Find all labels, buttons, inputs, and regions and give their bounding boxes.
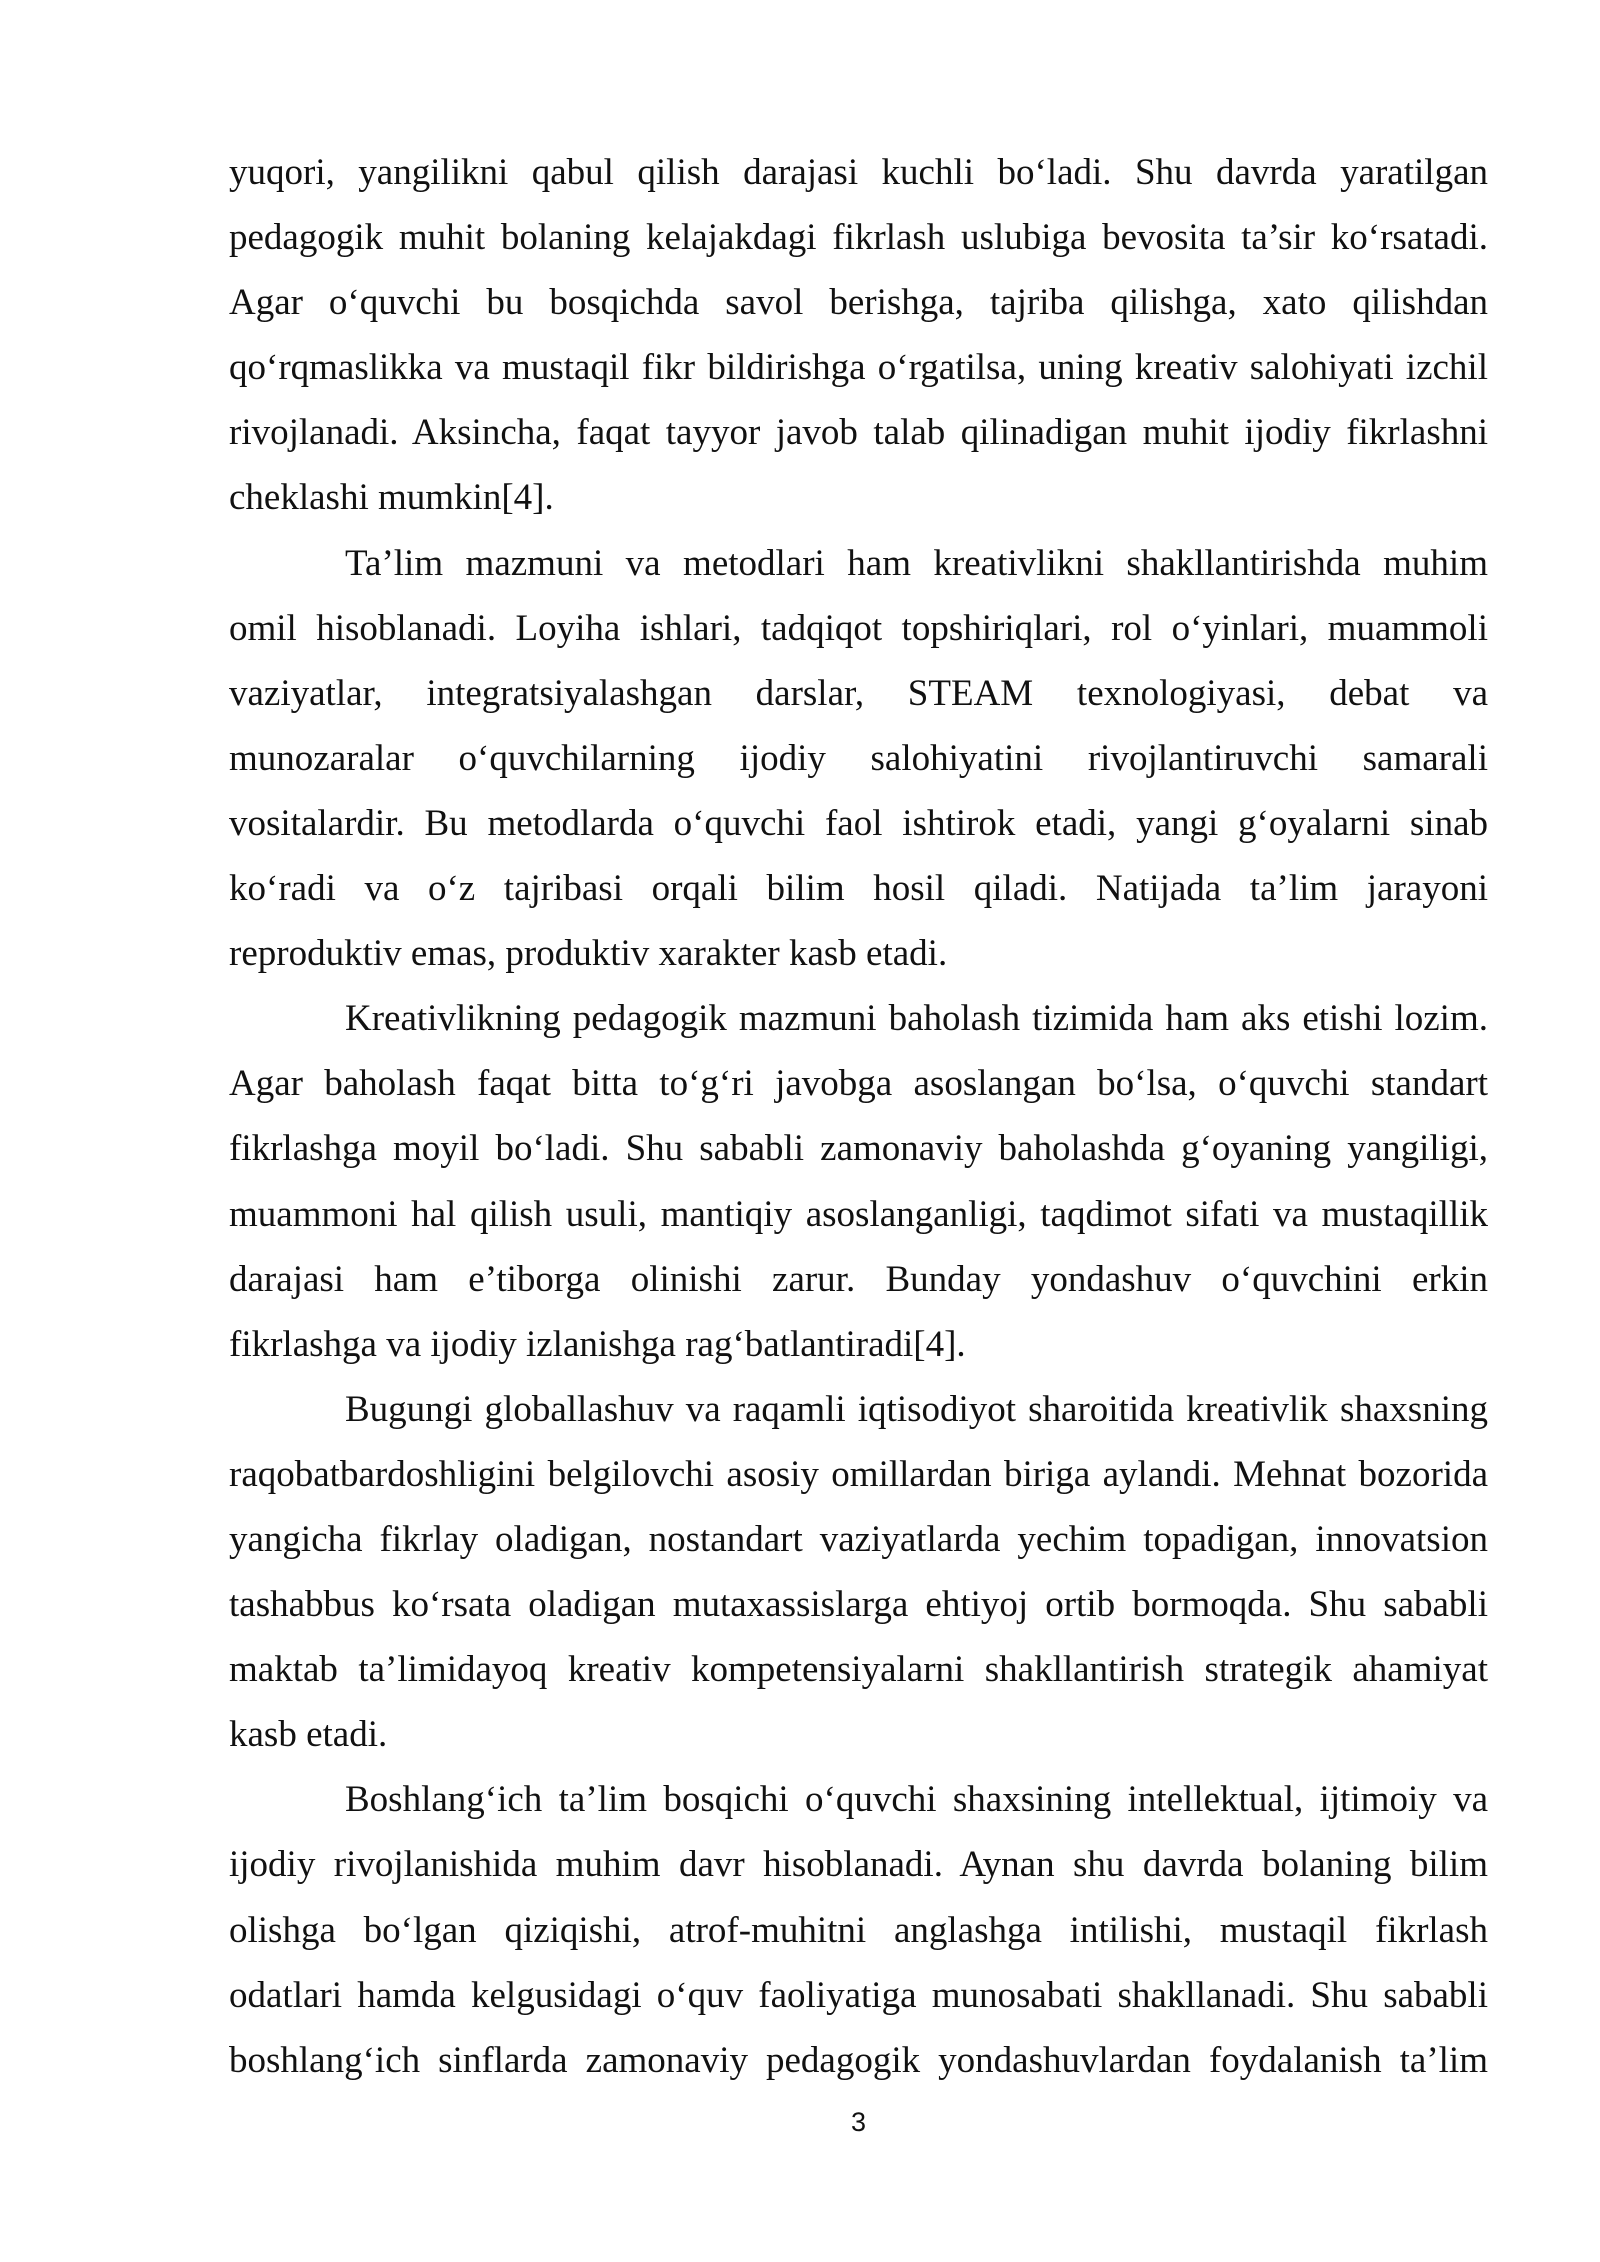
- text-line: yangicha fikrlay oladigan, nostandart vaziyatlarda yechim topadigan, innovatsion: [229, 1518, 1488, 1560]
- text-line: fikrlashga moyil bo‘ladi. Shu sababli zamonaviy baholashda g‘oyaning yangiligi,: [229, 1128, 1488, 1170]
- paragraph-2: [229, 531, 1488, 987]
- text-line: pedagogik muhit bolaning kelajakdagi fikrlash uslubiga bevosita ta’sir ko‘rsatadi.: [229, 217, 1488, 259]
- paragraph-1: [229, 140, 1488, 531]
- text-line: vositalardir. Bu metodlarda o‘quvchi faol ishtirok etadi, yangi g‘oyalarni sinab: [229, 802, 1488, 844]
- text-line: boshlang‘ich sinflarda zamonaviy pedagogik yondashuvlardan foydalanish ta’lim: [229, 2039, 1488, 2081]
- body-text: [229, 140, 1488, 2093]
- text-line: fikrlashga va ijodiy izlanishga rag‘batlantiradi[4].: [229, 1323, 966, 1365]
- text-line: reproduktiv emas, produktiv xarakter kasb etadi.: [229, 933, 948, 975]
- paragraph-4: [229, 1377, 1488, 1768]
- text-line: Bugungi globallashuv va raqamli iqtisodiyot sharoitida kreativlik shaxsning: [345, 1388, 1488, 1430]
- text-line: Ta’lim mazmuni va metodlari ham kreativlikni shakllantirishda muhim: [345, 542, 1488, 584]
- text-line: rivojlanadi. Aksincha, faqat tayyor javob talab qilinadigan muhit ijodiy fikrlashni: [229, 412, 1488, 454]
- page-number: 3: [850, 2107, 867, 2137]
- text-line: qo‘rqmaslikka va mustaqil fikr bildirishga o‘rgatilsa, uning kreativ salohiyati izchil: [229, 347, 1488, 389]
- paragraph-3: [229, 986, 1488, 1377]
- text-line: ijodiy rivojlanishida muhim davr hisoblanadi. Aynan shu davrda bolaning bilim: [229, 1844, 1488, 1886]
- text-line: cheklashi mumkin[4].: [229, 477, 554, 519]
- text-line: Boshlang‘ich ta’lim bosqichi o‘quvchi shaxsining intellektual, ijtimoiy va: [345, 1779, 1488, 1821]
- text-line: odatlari hamda kelgusidagi o‘quv faoliyatiga munosabati shakllanadi. Shu sababli: [229, 1974, 1488, 2016]
- text-line: muammoni hal qilish usuli, mantiqiy asoslanganligi, taqdimot sifati va mustaqillik: [229, 1193, 1488, 1235]
- paragraph-5: [229, 1767, 1488, 2092]
- text-line: Agar o‘quvchi bu bosqichda savol berishga, tajriba qilishga, xato qilishdan: [229, 282, 1488, 324]
- text-line: omil hisoblanadi. Loyiha ishlari, tadqiqot topshiriqlari, rol o‘yinlari, muammoli: [229, 607, 1488, 649]
- text-line: maktab ta’limidayoq kreativ kompetensiyalarni shakllantirish strategik ahamiyat: [229, 1649, 1488, 1691]
- text-line: Agar baholash faqat bitta to‘g‘ri javobga asoslangan bo‘lsa, o‘quvchi standart: [229, 1063, 1488, 1105]
- text-line: ko‘radi va o‘z tajribasi orqali bilim hosil qiladi. Natijada ta’lim jarayoni: [229, 868, 1488, 910]
- text-line: tashabbus ko‘rsata oladigan mutaxassislarga ehtiyoj ortib bormoqda. Shu sababli: [229, 1584, 1488, 1626]
- text-line: olishga bo‘lgan qiziqishi, atrof-muhitni anglashga intilishi, mustaqil fikrlash: [229, 1909, 1488, 1951]
- text-line: yuqori, yangilikni qabul qilish darajasi kuchli bo‘ladi. Shu davrda yaratilgan: [229, 152, 1488, 193]
- text-line: munozaralar o‘quvchilarning ijodiy salohiyatini rivojlantiruvchi samarali: [229, 737, 1488, 779]
- text-line: kasb etadi.: [229, 1714, 388, 1756]
- text-line: raqobatbardoshligini belgilovchi asosiy omillardan biriga aylandi. Mehnat bozorida: [229, 1453, 1488, 1495]
- text-line: darajasi ham e’tiborga olinishi zarur. Bunday yondashuv o‘quvchini erkin: [229, 1258, 1488, 1300]
- text-line: vaziyatlar, integratsiyalashgan darslar, STEAM texnologiyasi, debat va: [229, 672, 1488, 714]
- text-line: Kreativlikning pedagogik mazmuni baholash tizimida ham aks etishi lozim.: [345, 998, 1488, 1040]
